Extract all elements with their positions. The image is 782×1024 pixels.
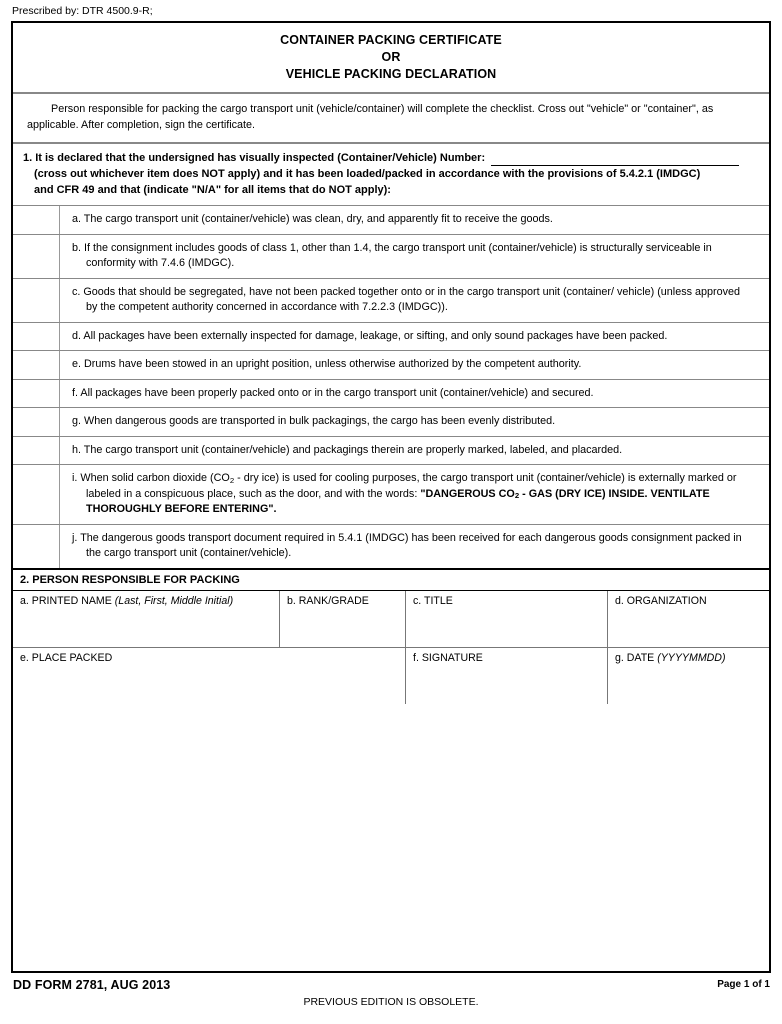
checklist-item-f: f. All packages have been properly packed onto or in the cargo transport unit (container/vehicle) and secured. [72, 386, 594, 399]
signature-label: f. SIGNATURE [413, 651, 483, 664]
checklist-item-c: c. Goods that should be segregated, have not been packed together onto or in the cargo transport unit (container/ vehicle) (unless approved by the competent authority concerned in accordance with 7.2.2.3 (IMDGC)). [72, 285, 741, 313]
field-place-packed[interactable] [13, 647, 406, 704]
item-i-subscript-2: 2 [514, 491, 520, 501]
checkbox-cell-e[interactable] [13, 351, 60, 380]
form-title-block [13, 23, 769, 94]
field-organization[interactable] [608, 591, 770, 648]
declaration-block [13, 144, 769, 206]
checklist-row-c [13, 278, 769, 322]
place-packed-label: e. PLACE PACKED [20, 651, 113, 664]
checkbox-cell-h[interactable] [13, 436, 60, 465]
instructions-text: Person responsible for packing the cargo transport unit (vehicle/container) will complete the checklist. Cross out "vehicle" or "container", as applicable. After completion, sign the certificate. [27, 103, 714, 131]
signature-row-top [13, 591, 769, 648]
field-rank-grade[interactable] [280, 591, 406, 648]
checklist-row-j [13, 524, 769, 568]
checklist-row-d [13, 322, 769, 351]
field-printed-name[interactable] [13, 591, 280, 648]
checklist-row-i [13, 465, 769, 525]
checkbox-cell-f[interactable] [13, 379, 60, 408]
title-line-or: OR [381, 50, 401, 64]
checklist-item-i [72, 471, 753, 518]
checklist-item-g: g. When dangerous goods are transported in bulk packagings, the cargo has been evenly distributed. [72, 415, 556, 427]
checkbox-cell-a[interactable] [13, 206, 60, 234]
prescribed-by-text: Prescribed by: DTR 4500.9-R; [12, 5, 153, 17]
container-number-input[interactable] [491, 154, 739, 166]
field-date[interactable] [608, 647, 770, 704]
checklist-item-j: j. The dangerous goods transport document required in 5.4.1 (IMDGC) has been received for each dangerous goods consignment packed in the cargo transport unit (container/vehicle). [72, 531, 742, 559]
form-frame [11, 21, 771, 973]
checklist-row-e [13, 351, 769, 380]
checklist-table [13, 206, 769, 568]
date-label: g. DATE [615, 651, 658, 664]
form-footer [11, 978, 771, 1020]
checkbox-cell-g[interactable] [13, 408, 60, 437]
instructions-block [13, 94, 769, 144]
checklist-item-d: d. All packages have been externally inspected for damage, leakage, or sifting, and only sound packages have been packed. [72, 329, 668, 342]
checklist-row-g [13, 408, 769, 437]
title-label: c. TITLE [413, 594, 453, 607]
checklist-row-f [13, 379, 769, 408]
checklist-row-h [13, 436, 769, 465]
declaration-text-1: 1. It is declared that the undersigned has visually inspected (Container/Vehicle) Number: [23, 152, 486, 164]
item-i-bold-1: "DANGEROUS CO [420, 487, 515, 500]
previous-edition-note: PREVIOUS EDITION IS OBSOLETE. [303, 996, 479, 1008]
page-number: Page 1 of 1 [717, 979, 770, 990]
organization-label: d. ORGANIZATION [615, 594, 707, 607]
checklist-item-a: a. The cargo transport unit (container/vehicle) was clean, dry, and apparently fit to receive the goods. [72, 213, 553, 225]
date-format-hint: (YYYYMMDD) [657, 651, 726, 664]
checkbox-cell-c[interactable] [13, 278, 60, 322]
field-signature[interactable] [406, 647, 608, 704]
rank-grade-label: b. RANK/GRADE [287, 594, 369, 607]
field-title[interactable] [406, 591, 608, 648]
checkbox-cell-b[interactable] [13, 234, 60, 278]
signature-row-bottom [13, 647, 769, 704]
checklist-item-b: b. If the consignment includes goods of class 1, other than 1.4, the cargo transport unit (container/vehicle) is structurally serviceable in conformity with 7.4.6 (IMDGC). [72, 241, 712, 269]
checklist-item-e: e. Drums have been stowed in an upright position, unless otherwise authorized by the competent authority. [72, 358, 582, 370]
declaration-line-2: (cross out whichever item does NOT apply) and it has been loaded/packed in accordance with the provisions of 5.4.2.1 (IMDGC) [34, 168, 701, 180]
item-i-text-2: - dry ice) is used for cooling purposes, the cargo transport unit (container/vehicle) is externally marked or labeled in a conspicuous place, such as the door, and with the words: [86, 472, 737, 500]
checklist-row-a [13, 206, 769, 234]
checkbox-cell-j[interactable] [13, 524, 60, 568]
form-number: DD FORM 2781, AUG 2013 [13, 978, 171, 992]
item-i-subscript-1: 2 [229, 475, 235, 485]
section-2-heading: 2. PERSON RESPONSIBLE FOR PACKING [13, 568, 769, 591]
checkbox-cell-d[interactable] [13, 322, 60, 351]
person-responsible-table [13, 591, 769, 704]
checklist-item-h: h. The cargo transport unit (container/vehicle) and packagings therein are properly marked, labeled, and placarded. [72, 443, 623, 456]
printed-name-label: a. PRINTED NAME [20, 594, 115, 607]
declaration-line-3: and CFR 49 and that (indicate "N/A" for all items that do NOT apply): [34, 184, 391, 196]
printed-name-hint: (Last, First, Middle Initial) [114, 594, 234, 607]
checkbox-cell-i[interactable] [13, 465, 60, 525]
title-line-2: VEHICLE PACKING DECLARATION [285, 67, 497, 81]
item-i-text-1: i. When solid carbon dioxide (CO [72, 472, 230, 484]
title-line-1: CONTAINER PACKING CERTIFICATE [280, 33, 502, 47]
item-i-bold-2: - GAS (DRY ICE) INSIDE. VENTILATE THOROUGHLY BEFORE ENTERING". [86, 487, 710, 515]
checklist-row-b [13, 234, 769, 278]
declaration-line-1 [23, 150, 757, 166]
